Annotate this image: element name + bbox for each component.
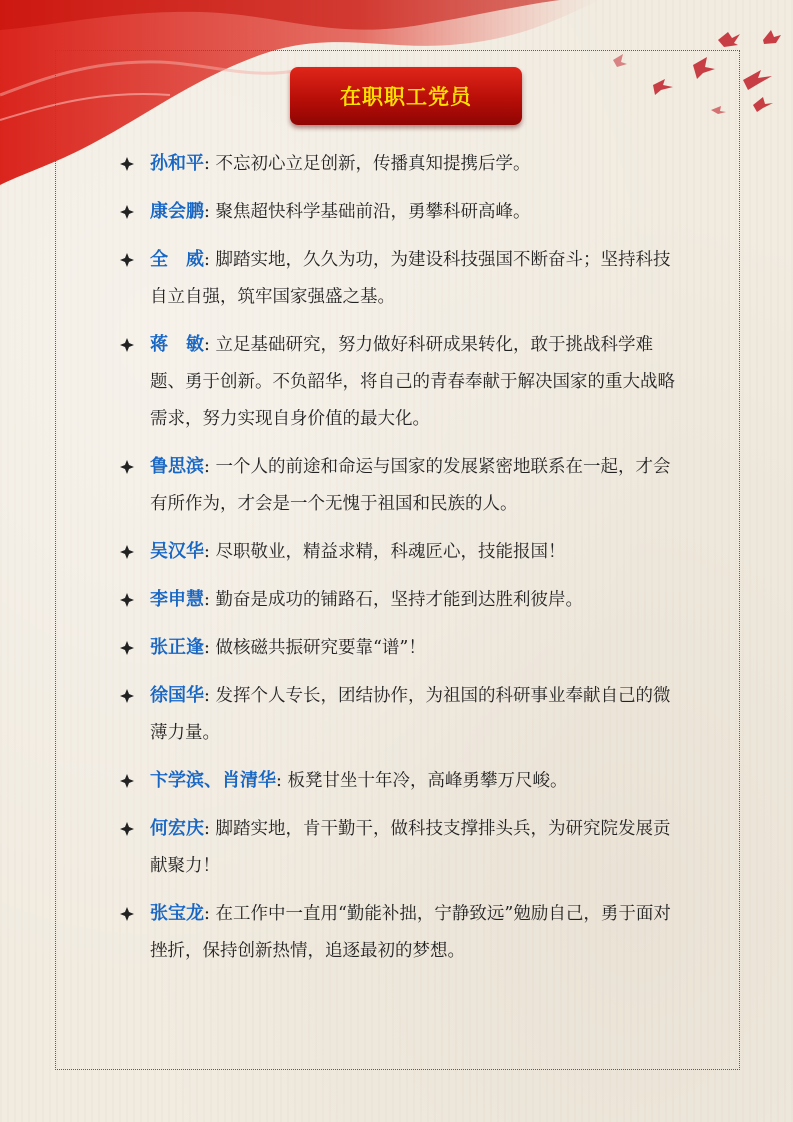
- list-item: 康会鹏: 聚焦超快科学基础前沿，勇攀科研高峰。: [120, 193, 680, 231]
- member-quote: 勤奋是成功的铺路石，坚持才能到达胜利彼岸。: [209, 590, 583, 610]
- list-item: 孙和平: 不忘初心立足创新，传播真知提携后学。: [120, 145, 680, 183]
- member-name: 康会鹏: [150, 201, 204, 222]
- member-list: [120, 145, 680, 970]
- member-name: 何宏庆: [150, 818, 204, 839]
- list-item: 全 威: 脚踏实地，久久为功，为建设科技强国不断奋斗；坚持科技自立自强，筑牢国家强盛之基。: [120, 241, 680, 316]
- diamond-bullet-icon: [120, 157, 134, 171]
- list-item: 卞学滨、肖清华: 板凳甘坐十年冷，高峰勇攀万尺峻。: [120, 762, 680, 800]
- member-quote: 尽职敬业，精益求精，科魂匠心，技能报国！: [209, 542, 566, 562]
- member-quote: 在工作中一直用“勤能补拙，宁静致远”勉励自己，勇于面对挫折，保持创新热情，追逐最初的梦想。: [150, 904, 671, 961]
- member-quote: 立足基础研究，努力做好科研成果转化，敢于挑战科学难题、勇于创新。不负韶华，将自己的青春奉献于解决国家的重大战略需求，努力实现自身价值的最大化。: [150, 335, 675, 429]
- diamond-bullet-icon: [120, 460, 134, 474]
- member-name: 卞学滨、肖清华: [150, 770, 276, 791]
- diamond-bullet-icon: [120, 205, 134, 219]
- member-quote: 脚踏实地，肯干勤干，做科技支撑排头兵，为研究院发展贡献聚力！: [150, 819, 671, 876]
- member-quote: 一个人的前途和命运与国家的发展紧密地联系在一起，才会有所作为，才会是一个无愧于祖国和民族的人。: [150, 457, 671, 514]
- member-quote: 聚焦超快科学基础前沿，勇攀科研高峰。: [209, 202, 531, 222]
- member-name: 蒋 敏: [150, 334, 204, 355]
- diamond-bullet-icon: [120, 545, 134, 559]
- page-title: 在职职工党员: [340, 85, 472, 109]
- list-item: 张正逢: 做核磁共振研究要靠“谱”！: [120, 629, 680, 667]
- diamond-bullet-icon: [120, 822, 134, 836]
- diamond-bullet-icon: [120, 774, 134, 788]
- diamond-bullet-icon: [120, 907, 134, 921]
- diamond-bullet-icon: [120, 338, 134, 352]
- member-quote: 脚踏实地，久久为功，为建设科技强国不断奋斗；坚持科技自立自强，筑牢国家强盛之基。: [150, 250, 671, 307]
- list-item: 吴汉华: 尽职敬业，精益求精，科魂匠心，技能报国！: [120, 533, 680, 571]
- member-quote: 发挥个人专长，团结协作，为祖国的科研事业奉献自己的微薄力量。: [150, 686, 671, 743]
- member-quote: 做核磁共振研究要靠“谱”！: [209, 638, 426, 658]
- list-item: 徐国华: 发挥个人专长，团结协作，为祖国的科研事业奉献自己的微薄力量。: [120, 677, 680, 752]
- member-name: 鲁思滨: [150, 456, 204, 477]
- title-banner: [290, 67, 522, 125]
- list-item: 鲁思滨: 一个人的前途和命运与国家的发展紧密地联系在一起，才会有所作为，才会是一个无愧于祖国和民族的人。: [120, 448, 680, 523]
- list-item: 蒋 敏: 立足基础研究，努力做好科研成果转化，敢于挑战科学难题、勇于创新。不负韶华，将自己的青春奉献于解决国家的重大战略需求，努力实现自身价值的最大化。: [120, 326, 680, 438]
- member-quote: 不忘初心立足创新，传播真知提携后学。: [209, 154, 531, 174]
- diamond-bullet-icon: [120, 641, 134, 655]
- diamond-bullet-icon: [120, 689, 134, 703]
- list-item: 李申慧: 勤奋是成功的铺路石，坚持才能到达胜利彼岸。: [120, 581, 680, 619]
- diamond-bullet-icon: [120, 593, 134, 607]
- member-name: 吴汉华: [150, 541, 204, 562]
- list-item: 张宝龙: 在工作中一直用“勤能补拙，宁静致远”勉励自己，勇于面对挫折，保持创新热情，追逐最初的梦想。: [120, 895, 680, 970]
- member-name: 全 威: [150, 249, 204, 270]
- member-name: 孙和平: [150, 153, 204, 174]
- member-name: 李申慧: [150, 589, 204, 610]
- member-name: 张宝龙: [150, 903, 204, 924]
- member-name: 徐国华: [150, 685, 204, 706]
- member-name: 张正逢: [150, 637, 204, 658]
- member-quote: 板凳甘坐十年冷，高峰勇攀万尺峻。: [281, 771, 568, 791]
- list-item: 何宏庆: 脚踏实地，肯干勤干，做科技支撑排头兵，为研究院发展贡献聚力！: [120, 810, 680, 885]
- diamond-bullet-icon: [120, 253, 134, 267]
